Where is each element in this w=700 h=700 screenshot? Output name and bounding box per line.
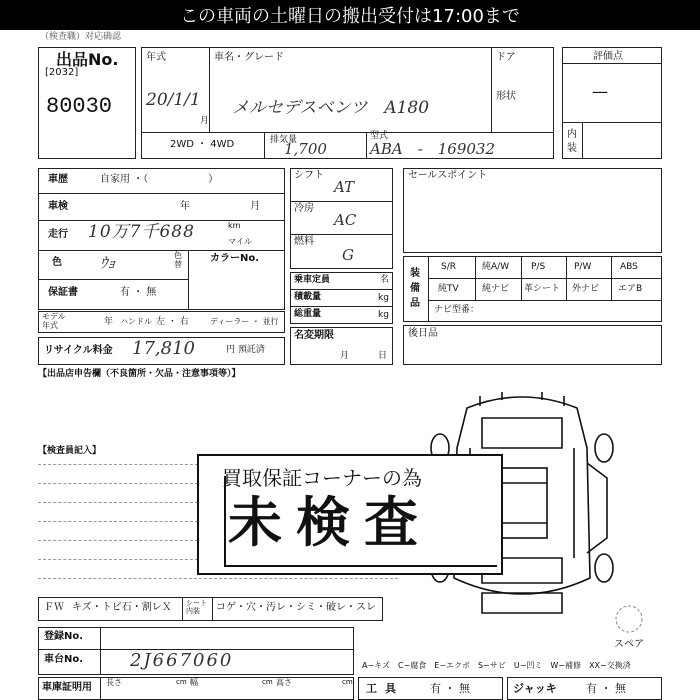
equip-leather-seat: 革シート (524, 284, 561, 294)
score-label: 評価点 (593, 51, 623, 62)
warranty-value: 有 ・ 無 (120, 287, 157, 298)
seller-notes-label: 【出品店申告欄（不良箇所・欠品・注意事項等）】 (38, 369, 241, 379)
mileage-km-unit: km (228, 221, 241, 230)
capacity-label: 乗車定員 (294, 275, 331, 285)
interior-label: 内装 (567, 129, 577, 154)
model-year-value: 20/1/1 (146, 90, 201, 110)
jack-value: 有 ・ 無 (586, 682, 626, 695)
capacity-unit: 名 (380, 275, 390, 285)
equip-ext-navi: 外ナビ (572, 284, 600, 294)
displacement-label: 排気量 (270, 135, 298, 145)
inspector-notes-label: 【検査員記入】 (38, 446, 102, 456)
color-label: 色 (52, 257, 62, 268)
transfer-day: 日 (378, 351, 388, 361)
dealer-value: ディーラー ・ 並行 (210, 317, 279, 326)
stamp-line2: 未検査 (228, 491, 432, 554)
drive-label: 2WD ・ 4WD (170, 139, 235, 150)
navi-model-label: ナビ型番： (434, 305, 480, 315)
retrofit-label: 後日品 (408, 328, 438, 339)
retrofit-box (403, 325, 662, 365)
recycle-suffix: 円 預託済 (226, 345, 265, 355)
spare-tire-icon (614, 604, 644, 634)
car-name-label: 車名・グレード (214, 52, 284, 63)
handle-label: ハンドル (120, 317, 152, 326)
recycle-label: リサイクル料金 (44, 345, 113, 356)
fw-label: ＦＷ (44, 602, 64, 613)
transfer-label: 名変期限 (294, 330, 334, 341)
load-label: 積載量 (294, 292, 322, 302)
banner-text: この車両の土曜日の搬出受付は17:00まで (180, 6, 520, 27)
jack-label: ジャッキ (513, 682, 557, 695)
displacement-value: 1,700 (284, 140, 327, 158)
stamp-line1: 買取保証コーナーの為 (222, 466, 422, 490)
car-name-value: メルセデスベンツ A180 (232, 98, 430, 118)
model-year-label: 年式 (146, 52, 166, 63)
lot-small-number: [2032] (45, 67, 79, 78)
certificate-width: 幅 (190, 678, 198, 687)
ac-value: AC (334, 211, 357, 229)
history-value: 自家用 ・（ ） (100, 174, 219, 185)
equip-alloy-wheel: 純A/W (482, 262, 510, 272)
seat-value: コゲ・穴・汚レ・シミ・破レ・スレ (216, 602, 376, 613)
fuel-value: G (342, 246, 354, 264)
header-note: （検查職）对応确認 (40, 32, 122, 42)
certificate-height-cm: cm (342, 678, 353, 686)
damage-code-legend: A−キズ C−腐食 E−エクボ S−サビ U−凹ミ W−補修 XX−交換済 (362, 661, 631, 670)
lot-number: 80030 (46, 94, 113, 119)
handle-value: 左 ・ 右 (156, 317, 189, 327)
equip-power-window: P/W (574, 262, 592, 272)
shift-label: シフト (294, 170, 324, 181)
weight-label: 総重量 (294, 309, 322, 319)
mileage-mile-unit: マイル (228, 237, 252, 246)
sales-point-label: セールスポイント (408, 170, 488, 181)
equipment-label: 装備品 (410, 268, 420, 309)
transfer-month: 月 (340, 351, 350, 361)
certificate-height: 高さ (276, 678, 292, 687)
lot-label: 出品No. (56, 50, 119, 69)
ac-label: 冷房 (294, 203, 314, 214)
mileage-value: 10万7千688 (88, 222, 195, 242)
certificate-label: 車庫証明用 (42, 682, 92, 693)
load-unit: kg (378, 293, 389, 303)
certificate-width-cm: cm (262, 678, 273, 686)
model-year-sub-label: 年式 (42, 321, 58, 330)
tools-label: 工具 (366, 682, 404, 695)
equip-sunroof: S/R (441, 262, 456, 272)
registration-label: 登録No. (44, 631, 84, 642)
history-label: 車歴 (48, 174, 68, 185)
equip-airbag: エアB (618, 284, 643, 294)
spare-label: スペア (614, 639, 644, 650)
equip-tv: 純TV (438, 284, 459, 294)
saturday-notice-banner (0, 0, 700, 30)
fw-value: キズ・トビ石・割レＸ (72, 602, 172, 613)
certificate-length: 長さ (106, 678, 122, 687)
inspection-label: 車検 (48, 201, 68, 212)
chassis-value: 2J667060 (130, 650, 234, 671)
equip-abs: ABS (620, 262, 638, 272)
equip-power-steering: P/S (531, 262, 546, 272)
fuel-label: 燃料 (294, 236, 314, 247)
shape-label: 形状 (496, 91, 516, 102)
equip-navi: 純ナビ (482, 284, 510, 294)
inspection-month: 月 (250, 201, 260, 212)
color-value: ｳｮ (100, 254, 116, 272)
seat-label: シート内装 (186, 599, 207, 615)
color-number-label: カラーNo. (210, 253, 260, 264)
model-year-unit: 年 (104, 317, 114, 327)
model-code-label: 型式 (370, 131, 389, 141)
repaint-label: 色替 (174, 251, 182, 269)
shift-value: AT (334, 178, 355, 196)
mileage-label: 走行 (48, 229, 68, 240)
door-label: ドア (496, 52, 516, 63)
model-code-value: ABA - 169032 (370, 140, 496, 158)
certificate-length-cm: cm (176, 678, 187, 686)
score-value: — (592, 82, 608, 101)
weight-unit: kg (378, 310, 389, 320)
warranty-label: 保証書 (48, 287, 78, 298)
tools-value: 有 ・ 無 (430, 682, 470, 695)
model-label: モデル (42, 312, 66, 321)
model-year-month: 月 (200, 116, 210, 126)
chassis-label: 車台No. (44, 654, 84, 665)
recycle-value: 17,810 (132, 338, 195, 359)
inspection-year: 年 (180, 201, 190, 212)
